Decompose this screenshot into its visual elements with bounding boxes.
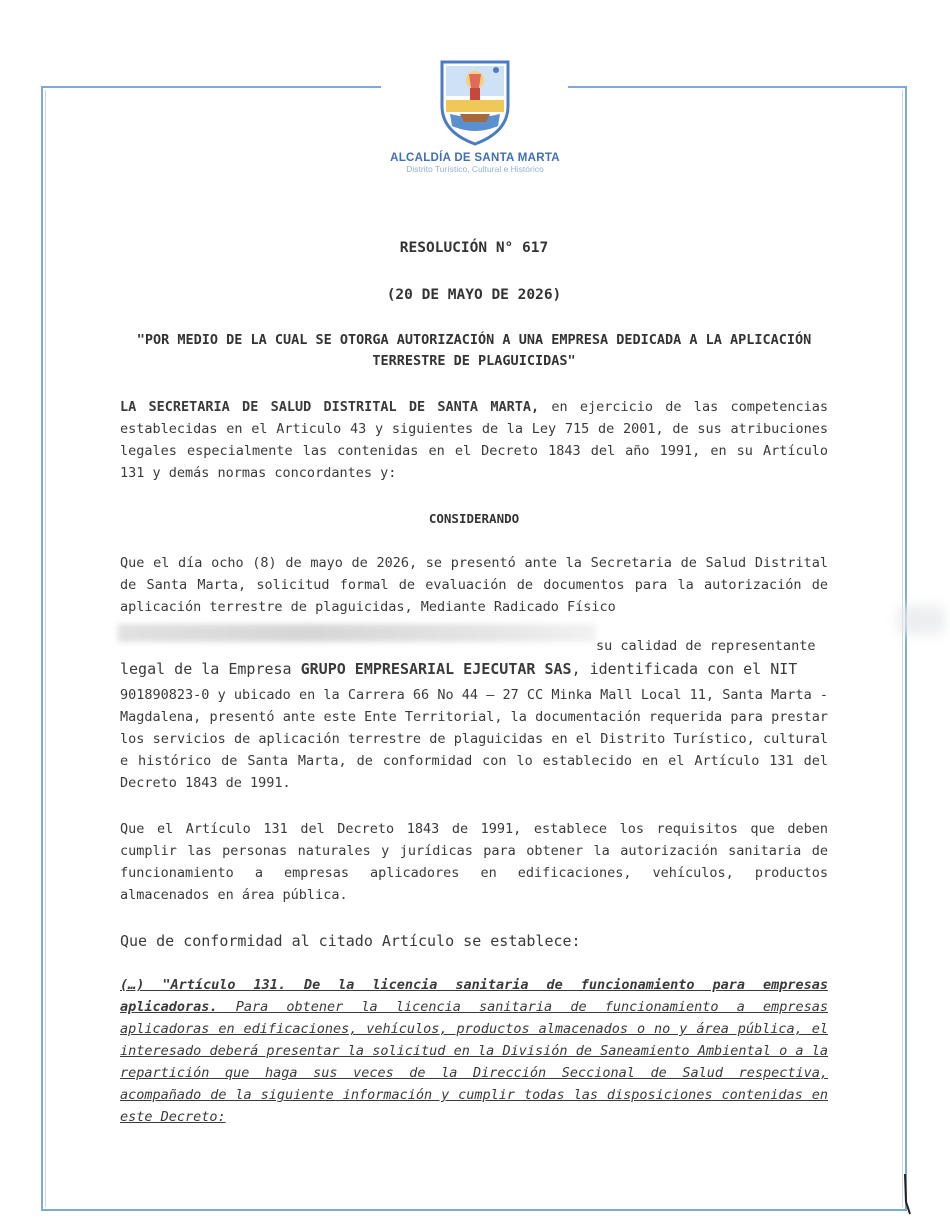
santa-marta-shield-icon bbox=[436, 56, 514, 146]
intro-text: en ejercicio de las competencias establecidas en el Articulo 43 y siguientes de la Ley 715 de 2001, de sus atribuciones legales especialmente las contenidas en el Decreto 1843 del año 1991, en su Artículo 131 y demás normas concordantes y: bbox=[120, 399, 828, 481]
redacted-line bbox=[118, 624, 596, 642]
request-line-tail: su calidad de representante bbox=[596, 638, 816, 654]
intro-paragraph bbox=[120, 396, 828, 484]
article-requirements-paragraph: Que el Artículo 131 del Decreto 1843 de 1991, establece los requisitos que deben cumplir las personas naturales y jurídicas para obtener la autorización sanitaria de funcionamiento a empresas aplicadores en edificaciones, vehículos, productos almacenados en área pública. bbox=[120, 821, 828, 903]
frame-bottom bbox=[41, 1209, 907, 1211]
company-name: GRUPO EMPRESARIAL EJECUTAR SAS bbox=[300, 660, 572, 678]
intro-authority: LA SECRETARIA DE SALUD DISTRITAL DE SANTA MARTA, bbox=[120, 399, 540, 415]
frame-inner-left bbox=[45, 90, 46, 1207]
resolution-date: (20 DE MAYO DE 2026) bbox=[386, 287, 562, 303]
company-details: 901890823-0 y ubicado en la Carrera 66 No 44 – 27 CC Minka Mall Local 11, Santa Marta - Magdalena, presentó ante este Ente Territorial, la documentación requerida para prestar los servicios de aplicación terrestre de plaguicidas en el Distrito Turístico, cultural e histórico de Santa Marta, de conformidad con lo establecido en el Artículo 131 del Decreto 1843 de 1991. bbox=[120, 687, 828, 791]
company-line-post: , identificada con el NIT bbox=[571, 660, 798, 678]
resolution-subject: "POR MEDIO DE LA CUAL SE OTORGA AUTORIZACIÓN A UNA EMPRESA DEDICADA A LA APLICACIÓN TERRESTRE DE PLAGUICIDAS" bbox=[136, 332, 812, 369]
request-paragraph: Que el día ocho (8) de mayo de 2026, se presentó ante la Secretaria de Salud Distrital de Santa Marta, solicitud formal de evaluación de documentos para la autorización de aplicación terrestre de plaguicidas, Mediante Radicado Físico bbox=[120, 555, 828, 615]
company-line bbox=[120, 660, 797, 678]
frame-left bbox=[41, 86, 43, 1211]
frame-right bbox=[905, 86, 907, 1211]
frame-top-left bbox=[41, 86, 381, 88]
resolution-number: RESOLUCIÓN N° 617 bbox=[399, 240, 549, 256]
considerando-heading: CONSIDERANDO bbox=[428, 511, 520, 526]
company-line-pre: legal de la Empresa bbox=[120, 660, 301, 678]
institution-subtitle: Distrito Turístico, Cultural e Histórico bbox=[406, 164, 544, 174]
conformity-paragraph: Que de conformidad al citado Artículo se establece: bbox=[120, 932, 581, 950]
margin-mark bbox=[902, 1172, 912, 1216]
frame-top-right bbox=[568, 86, 907, 88]
article-131-quote bbox=[120, 974, 828, 1128]
redacted-margin bbox=[898, 606, 944, 634]
institution-name: ALCALDÍA DE SANTA MARTA bbox=[390, 152, 560, 164]
article-131-text: Para obtener la licencia sanitaria de funcionamiento a empresas aplicadoras en edificaciones, vehículos, productos almacenados o no y área pública, el interesado deberá presentar la solicitud en la División de Saneamiento Ambiental o a la repartición que haga sus veces de la Dirección Seccional de Salud respectiva, acompañado de la siguiente información y cumplir todas las disposiciones contenidas en este Decreto: bbox=[120, 999, 828, 1125]
article-131-title: (…) "Artículo 131. De la licencia sanitaria de funcionamiento para empresas aplicadoras. bbox=[120, 977, 828, 1015]
frame-inner-right bbox=[902, 90, 903, 1207]
